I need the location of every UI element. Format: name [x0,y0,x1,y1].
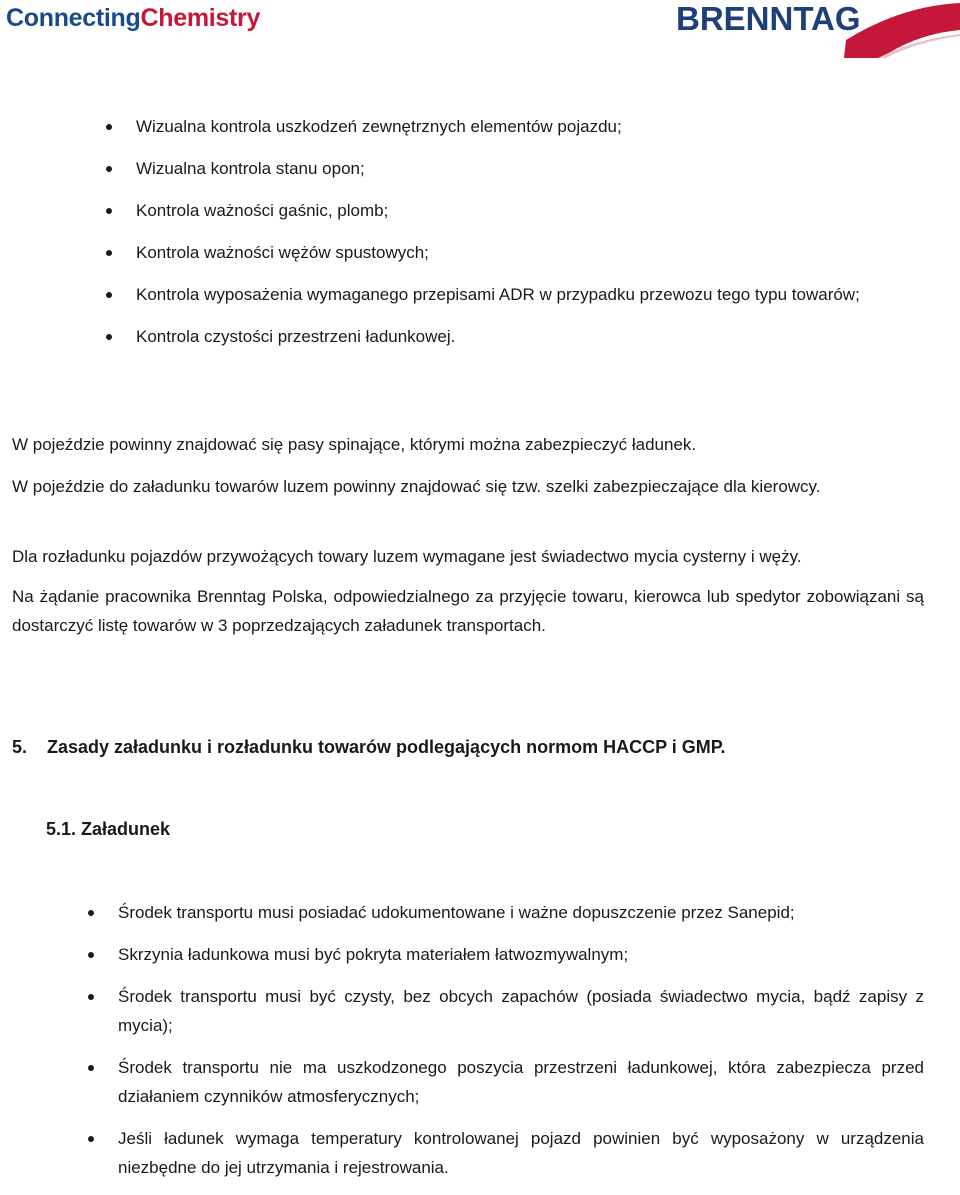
section-number: 5. [12,737,28,757]
brenntag-logo [676,0,960,62]
list-item-text: Środek transportu musi posiadać udokumentowane i ważne dopuszczenie przez Sanepid; [118,903,795,922]
bullet-icon [106,208,112,214]
paragraph-harness: W pojeździe do załadunku towarów luzem powinny znajdować się tzw. szelki zabezpieczające dla kierowcy. [12,477,821,496]
list-item-text: Kontrola czystości przestrzeni ładunkowej. [136,327,456,346]
list-item-text: Wizualna kontrola stanu opon; [136,159,365,178]
list-item-text: Wizualna kontrola uszkodzeń zewnętrznych elementów pojazdu; [136,117,622,136]
list-item [136,238,924,267]
bullet-icon [88,1136,94,1142]
loading-requirements-list [118,898,924,1195]
list-item [118,1124,924,1182]
list-item [118,1053,924,1111]
list-item-text: Środek transportu musi być czysty, bez obcych zapachów (posiada świadectwo mycia, bądź zapisy z mycia); [118,987,924,1035]
list-item-text: Kontrola ważności wężów spustowych; [136,243,429,262]
list-item [136,112,924,141]
list-item-text: Kontrola ważności gaśnic, plomb; [136,201,389,220]
list-item [136,196,924,225]
bullet-icon [88,952,94,958]
list-item-text: Skrzynia ładunkowa musi być pokryta materiałem łatwozmywalnym; [118,945,629,964]
bullet-icon [106,292,112,298]
connecting-chemistry-logo [6,4,260,33]
page-header [0,0,960,70]
brenntag-wordmark: BRENNTAG [676,0,861,37]
section-title: Zasady załadunku i rozładunku towarów podlegających normom HACCP i GMP. [47,737,726,757]
bullet-icon [88,910,94,916]
paragraph-goods-list: Na żądanie pracownika Brenntag Polska, odpowiedzialnego za przyjęcie towaru, kierowca lub spedytor zobowiązani są dostarczyć listę towarów w 3 poprzedzających załadunek transportach. [12,587,924,635]
list-item [118,982,924,1040]
bullet-icon [88,994,94,1000]
list-item-text: Środek transportu nie ma uszkodzonego poszycia przestrzeni ładunkowej, która zabezpiecza przed działaniem czynników atmosferycznych; [118,1058,924,1106]
list-item-text: Kontrola wyposażenia wymaganego przepisami ADR w przypadku przewozu tego typu towarów; [136,285,860,304]
bullet-icon [88,1065,94,1071]
logo-connecting-text: Connecting [6,4,141,32]
paragraph-washing-certificate: Dla rozładunku pojazdów przywożących towary luzem wymagane jest świadectwo mycia cysterny i węży. [12,547,802,566]
list-item [136,322,924,351]
inspection-bullet-list [136,112,924,364]
bullet-icon [106,166,112,172]
list-item [118,940,924,969]
list-item [118,898,924,927]
list-item [136,280,924,309]
bullet-icon [106,124,112,130]
list-item [136,154,924,183]
list-item-text: Jeśli ładunek wymaga temperatury kontrolowanej pojazd powinien być wyposażony w urządzenia niezbędne do jej utrzymania i rejestrowania. [118,1129,924,1177]
section-heading [12,733,725,762]
bullet-icon [106,334,112,340]
logo-chemistry-text: Chemistry [140,4,261,32]
subsection-heading: 5.1. Załadunek [46,819,171,839]
paragraph-straps: W pojeździe powinny znajdować się pasy spinające, którymi można zabezpieczyć ładunek. [12,435,697,454]
bullet-icon [106,250,112,256]
